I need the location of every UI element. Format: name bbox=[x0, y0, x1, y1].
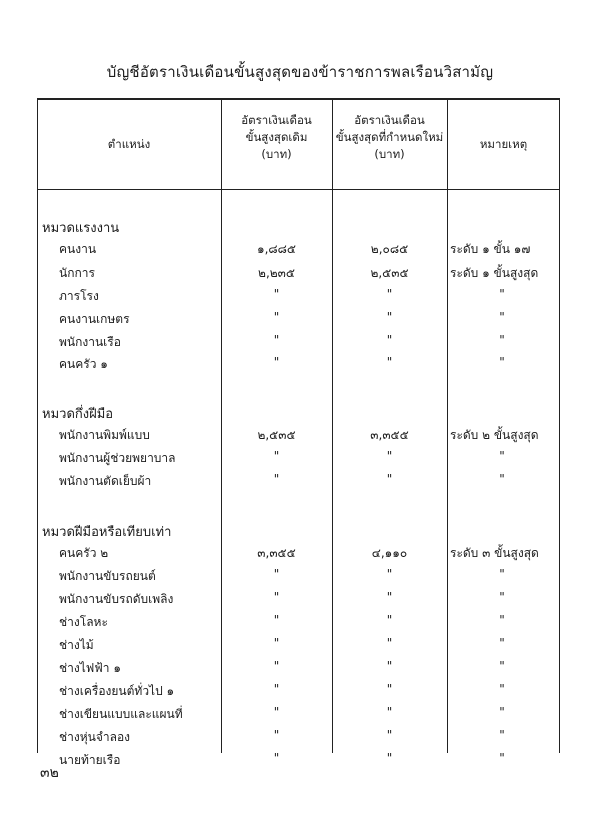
table-row bbox=[37, 237, 560, 259]
new-salary-cell: ๒,๕๓๕ bbox=[370, 266, 409, 280]
table-row bbox=[37, 352, 560, 374]
note-cell: ระดับ ๒ ขั้นสูงสุด bbox=[450, 428, 539, 442]
new-salary-cell: ๓,๓๕๕ bbox=[370, 428, 409, 442]
note-cell: " bbox=[499, 333, 505, 347]
table-row bbox=[37, 633, 560, 655]
category-label: หมวดกึ่งฝีมือ bbox=[42, 407, 114, 422]
new-salary-cell: " bbox=[386, 590, 393, 604]
note-cell: ระดับ ๓ ขั้นสูงสุด bbox=[450, 546, 539, 560]
old-salary-cell: " bbox=[273, 355, 280, 369]
old-salary-cell: ๑,๘๘๕ bbox=[256, 242, 297, 256]
old-salary-cell: " bbox=[273, 682, 280, 696]
new-salary-cell: " bbox=[386, 751, 393, 765]
table-row bbox=[37, 541, 560, 563]
table-row bbox=[37, 469, 560, 491]
position-cell: พนักงานตัดเย็บผ้า bbox=[59, 474, 152, 488]
category-label: หมวดฝีมือหรือเทียบเท่า bbox=[42, 525, 172, 540]
table-row bbox=[37, 261, 560, 283]
category-row bbox=[37, 214, 560, 236]
position-cell: พนักงานผู้ช่วยพยาบาล bbox=[59, 451, 176, 465]
old-salary-cell: " bbox=[273, 751, 280, 765]
position-cell: คนครัว ๑ bbox=[59, 357, 108, 371]
position-cell: คนครัว ๒ bbox=[59, 546, 109, 560]
new-salary-cell: " bbox=[386, 636, 393, 650]
note-cell: " bbox=[499, 751, 505, 765]
note-cell: " bbox=[499, 636, 505, 650]
table-row bbox=[37, 307, 560, 329]
table-row bbox=[37, 656, 560, 678]
position-cell: คนงานเกษตร bbox=[59, 312, 130, 326]
old-salary-cell: " bbox=[273, 705, 280, 719]
position-cell: ช่างหุ่นจำลอง bbox=[59, 730, 131, 744]
category-label: หมวดแรงงาน bbox=[42, 221, 120, 236]
position-cell: ช่างไม้ bbox=[59, 638, 94, 652]
new-salary-cell: " bbox=[386, 472, 393, 486]
position-cell: ภารโรง bbox=[59, 289, 99, 303]
position-cell: พนักงานขับรถยนต์ bbox=[59, 569, 156, 583]
note-cell: " bbox=[499, 449, 505, 463]
old-salary-cell: " bbox=[273, 590, 280, 604]
new-salary-cell: " bbox=[386, 310, 393, 324]
table-row bbox=[37, 748, 560, 770]
new-salary-cell: " bbox=[386, 728, 393, 742]
position-cell: พนักงานขับรถดับเพลิง bbox=[59, 592, 174, 606]
note-cell: " bbox=[499, 613, 505, 627]
table-row bbox=[37, 446, 560, 468]
old-salary-cell: " bbox=[273, 659, 280, 673]
new-salary-cell: " bbox=[386, 567, 393, 581]
note-cell: " bbox=[499, 728, 505, 742]
position-cell: คนงาน bbox=[59, 242, 97, 256]
position-cell: ช่างไฟฟ้า ๑ bbox=[59, 661, 121, 675]
table-row bbox=[37, 725, 560, 747]
table-row bbox=[37, 587, 560, 609]
position-cell: นายท้ายเรือ bbox=[59, 753, 121, 767]
old-salary-cell: ๒,๒๓๕ bbox=[258, 266, 295, 280]
new-salary-cell: " bbox=[386, 287, 393, 301]
old-salary-cell: ๓,๓๕๕ bbox=[257, 546, 296, 560]
old-salary-cell: " bbox=[273, 636, 280, 650]
table-row bbox=[37, 330, 560, 352]
new-salary-cell: " bbox=[386, 449, 393, 463]
old-salary-cell: " bbox=[273, 310, 280, 324]
new-salary-cell: ๔,๑๑๐ bbox=[371, 546, 408, 560]
old-salary-cell: " bbox=[273, 449, 280, 463]
table-row bbox=[37, 564, 560, 586]
new-salary-cell: ๒,๐๘๕ bbox=[370, 242, 409, 256]
header-divider bbox=[37, 189, 560, 190]
position-cell: นักการ bbox=[59, 266, 95, 280]
new-salary-cell: " bbox=[386, 682, 393, 696]
old-salary-cell: " bbox=[273, 567, 280, 581]
position-cell: ช่างเขียนแบบและแผนที่ bbox=[59, 707, 183, 721]
new-salary-cell: " bbox=[386, 355, 393, 369]
table-row bbox=[37, 702, 560, 724]
old-salary-cell: " bbox=[273, 728, 280, 742]
note-cell: " bbox=[499, 705, 505, 719]
old-salary-cell: " bbox=[273, 472, 280, 486]
page-number: ๓๒ bbox=[40, 765, 59, 781]
note-cell: " bbox=[499, 682, 505, 696]
header-position: ตำแหน่ง bbox=[107, 137, 151, 151]
note-cell: " bbox=[499, 287, 505, 301]
old-salary-cell: " bbox=[273, 333, 280, 347]
old-salary-cell: " bbox=[273, 287, 280, 301]
note-cell: " bbox=[499, 590, 505, 604]
document-title: บัญชีอัตราเงินเดือนขั้นสูงสุดของข้าราชการพลเรือนวิสามัญ bbox=[106, 63, 494, 81]
category-row bbox=[37, 400, 560, 422]
header-old-salary: อัตราเงินเดือน ขั้นสูงสุดเดิม (บาท) bbox=[241, 113, 312, 161]
note-cell: " bbox=[499, 567, 505, 581]
new-salary-cell: " bbox=[386, 613, 393, 627]
old-salary-cell: ๒,๕๓๕ bbox=[257, 428, 296, 442]
note-cell: " bbox=[499, 472, 505, 486]
header-new-salary: อัตราเงินเดือน ขั้นสูงสุดที่กำหนดใหม่ (บาท) bbox=[335, 113, 444, 161]
position-cell: ช่างเครื่องยนต์ทั่วไป ๑ bbox=[59, 684, 175, 698]
position-cell: พนักงานพิมพ์แบบ bbox=[59, 428, 150, 442]
table-row bbox=[37, 679, 560, 701]
note-cell: ระดับ ๑ ขั้นสูงสุด bbox=[450, 266, 539, 280]
new-salary-cell: " bbox=[386, 333, 393, 347]
new-salary-cell: " bbox=[386, 659, 393, 673]
category-row bbox=[37, 518, 560, 540]
old-salary-cell: " bbox=[273, 613, 280, 627]
header-note: หมายเหตุ bbox=[479, 137, 528, 151]
note-cell: " bbox=[499, 310, 505, 324]
note-cell: " bbox=[499, 355, 505, 369]
note-cell: " bbox=[499, 659, 505, 673]
table-row bbox=[37, 423, 560, 445]
position-cell: ช่างโลหะ bbox=[59, 615, 108, 629]
new-salary-cell: " bbox=[386, 705, 393, 719]
note-cell: ระดับ ๑ ขั้น ๑๗ bbox=[450, 242, 531, 256]
table-row bbox=[37, 284, 560, 306]
position-cell: พนักงานเรือ bbox=[59, 335, 121, 349]
table-row bbox=[37, 610, 560, 632]
